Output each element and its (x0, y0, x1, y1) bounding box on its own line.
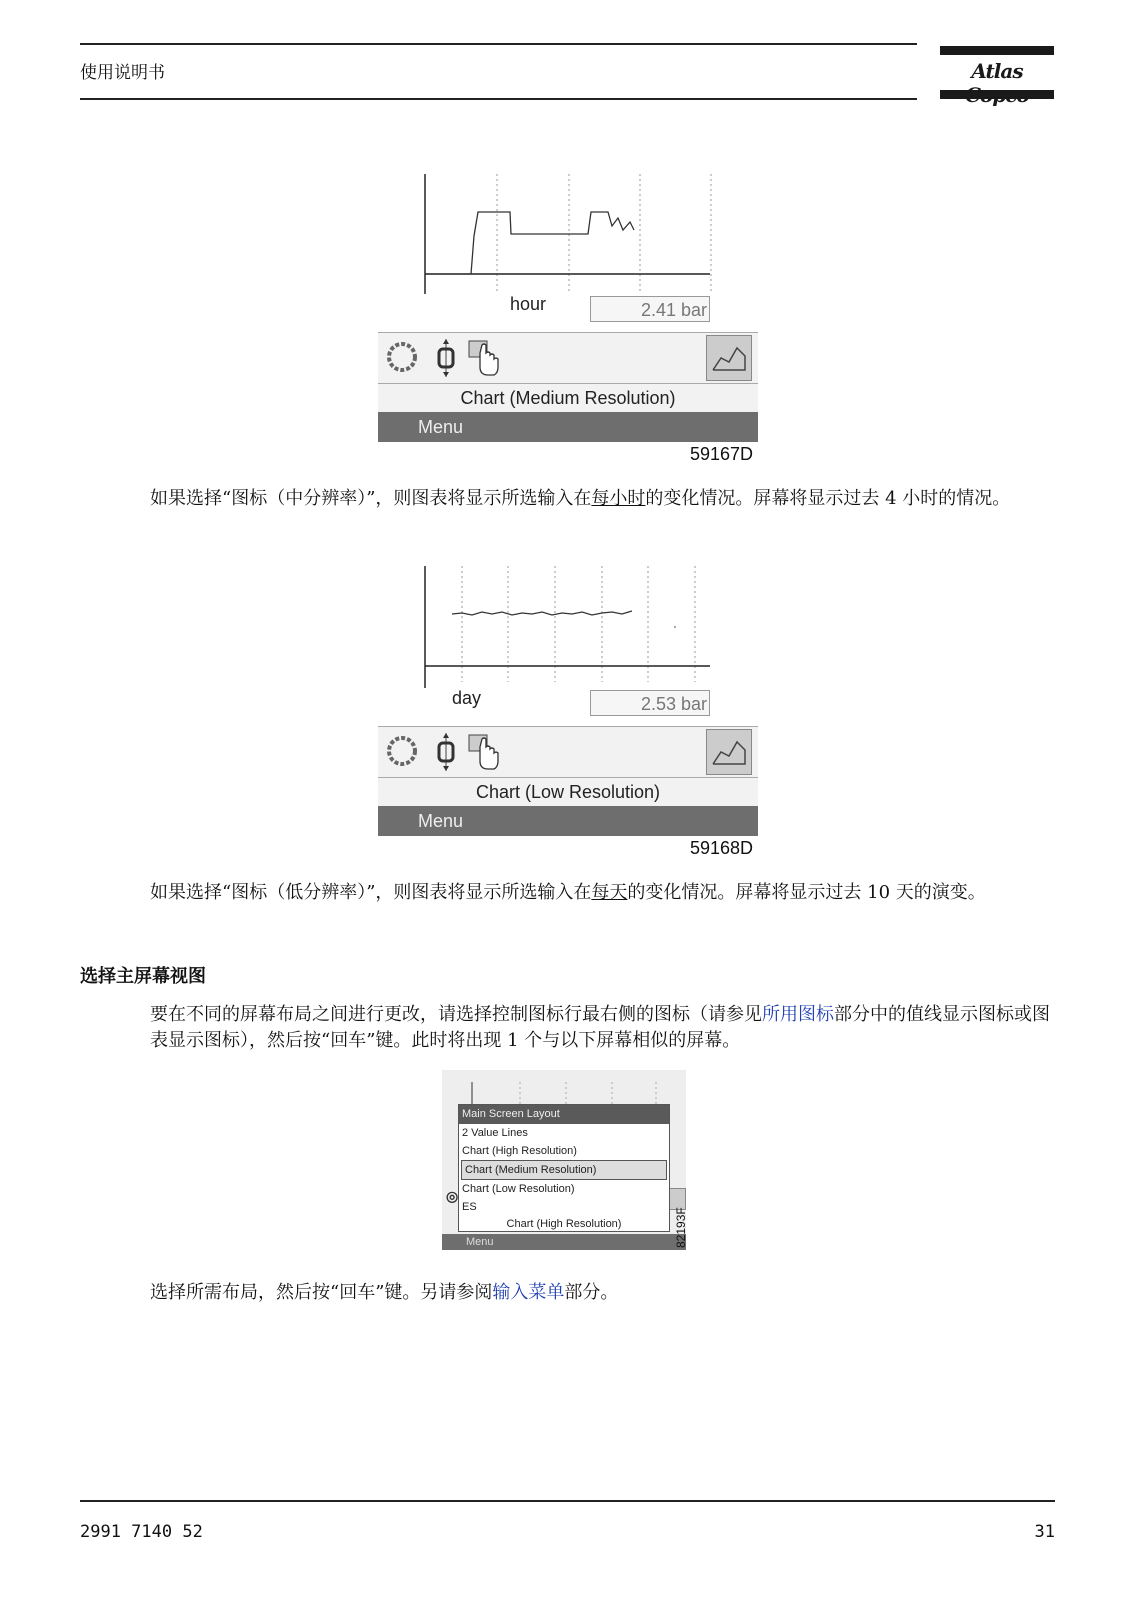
page-number: 31 (1034, 1522, 1055, 1542)
layout-option-chart-low[interactable]: Chart (Low Resolution) (462, 1183, 575, 1195)
atlas-copco-logo (940, 46, 1054, 100)
screen-caption: Chart (Medium Resolution) (460, 388, 676, 408)
layout-option-es[interactable]: ES (462, 1201, 477, 1213)
hand-cursor-icon[interactable] (466, 337, 500, 379)
ring-icon: ◎ (446, 1188, 459, 1204)
scroll-arrows-icon[interactable] (434, 337, 458, 379)
section-heading: 选择主屏幕视图 (80, 966, 206, 987)
header-bottom-rule (80, 98, 917, 100)
main-screen-layout-screen (442, 1070, 686, 1250)
icons-used-link[interactable]: 所用图标 (762, 1004, 834, 1025)
chart-axis-label: day (452, 688, 482, 708)
logo-text: Atlas (971, 59, 1023, 83)
chart-screen-low (378, 548, 758, 834)
underlined-term: 每小时 (591, 488, 646, 509)
hand-cursor-icon[interactable] (466, 731, 500, 773)
popup-title: Main Screen Layout (459, 1105, 669, 1124)
doc-number: 2991 7140 52 (80, 1522, 203, 1542)
screen-caption: Chart (Low Resolution) (475, 782, 661, 802)
layout-option-chart-high[interactable]: Chart (High Resolution) (462, 1145, 577, 1157)
menu-label: Menu (418, 417, 464, 437)
pressure-value-field: 2.53 bar (590, 690, 710, 716)
menu-label: Menu (466, 1236, 494, 1248)
paragraph-hourly: 如果选择“图标（中分辨率）”，则图表将显示所选输入在每小时的变化情况。屏幕将显示过去 4 小时的情况。 (150, 488, 1011, 509)
paragraph-select-layout: 选择所需布局，然后按“回车”键。另请参阅输入菜单部分。 (150, 1282, 619, 1303)
main-screen-layout-popup (458, 1104, 670, 1232)
underlined-term: 每天 (591, 882, 628, 903)
header-top-rule (80, 43, 917, 45)
layout-option-2-value-lines[interactable]: 2 Value Lines (462, 1127, 528, 1139)
control-icon-row (378, 332, 758, 384)
paragraph-layout-change: 要在不同的屏幕布局之间进行更改，请选择控制图标行最右侧的图标（请参见所用图标部分中的值线显示图标或图表显示图标），然后按“回车”键。此时将出现 1 个与以下屏幕相似的屏幕。 (150, 1004, 1050, 1051)
header-title: 使用说明书 (80, 63, 165, 83)
pressure-value-field: 2.41 bar (590, 296, 710, 322)
chart-view-icon[interactable] (706, 729, 752, 775)
input-menu-link[interactable]: 输入菜单 (492, 1282, 565, 1303)
figure-code: 59167D (690, 444, 754, 464)
ring-icon[interactable] (384, 733, 420, 769)
menu-button[interactable] (378, 806, 758, 836)
screen-caption: Chart (High Resolution) (506, 1218, 622, 1230)
ring-icon[interactable] (384, 339, 420, 375)
footer-rule (80, 1500, 1055, 1502)
paragraph-daily: 如果选择“图标（低分辨率）”，则图表将显示所选输入在每天的变化情况。屏幕将显示过去 10 天的演变。 (150, 882, 986, 903)
layout-option-chart-medium[interactable]: Chart (Medium Resolution) (461, 1160, 667, 1180)
chart-view-icon[interactable] (706, 335, 752, 381)
menu-button[interactable] (442, 1234, 686, 1250)
chart-screen-medium (378, 154, 758, 440)
chart-axis-label: hour (510, 294, 547, 314)
figure-code: 59168D (690, 838, 754, 858)
control-icon-row (378, 726, 758, 778)
scroll-arrows-icon[interactable] (434, 731, 458, 773)
figure-code: 82193F (674, 1207, 688, 1248)
menu-button[interactable] (378, 412, 758, 442)
menu-label: Menu (418, 811, 464, 831)
